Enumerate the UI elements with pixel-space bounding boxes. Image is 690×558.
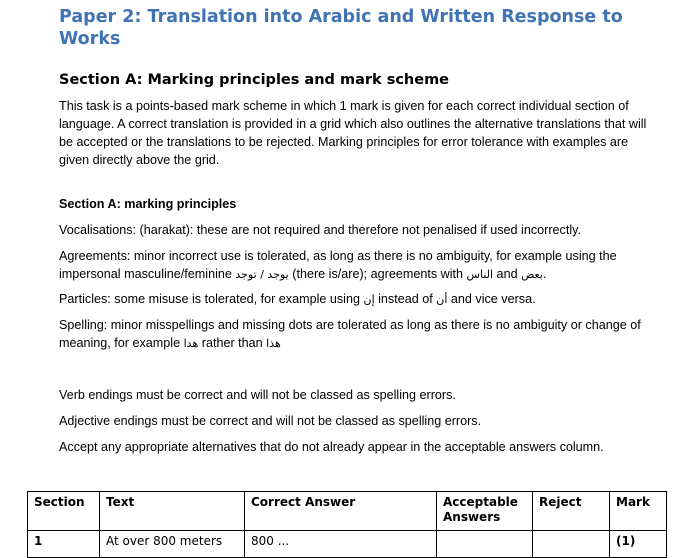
page-title: Paper 2: Translation into Arabic and Written Response to Works	[59, 7, 623, 49]
agreements-text-2: (there is/are); agreements with	[288, 267, 467, 281]
header-acceptable-answers: Acceptable Answers	[437, 492, 533, 531]
arabic-bad: بعض	[521, 268, 543, 281]
particles-paragraph	[59, 290, 649, 309]
arabic-hatha: هذا	[266, 337, 281, 350]
header-text: Text	[100, 492, 245, 531]
spelling-paragraph	[59, 316, 649, 353]
verb-endings-paragraph: Verb endings must be correct and will not be classed as spelling errors.	[59, 388, 456, 402]
header-correct-answer: Correct Answer	[245, 492, 437, 531]
particles-end: and vice versa.	[447, 292, 536, 306]
vocalisations-paragraph: Vocalisations: (harakat): these are not required and therefore not penalised if used incorrectly.	[59, 223, 582, 237]
cell-section: 1	[28, 531, 100, 558]
arabic-hada: هدا	[183, 337, 199, 350]
adjective-endings-paragraph: Adjective endings must be correct and will not be classed as spelling errors.	[59, 414, 482, 428]
header-section: Section	[28, 492, 100, 531]
particles-text-1: Particles: some misuse is tolerated, for example using	[59, 292, 364, 306]
arabic-yujad: يوجد / توجد	[235, 268, 289, 281]
principles-heading: Section A: marking principles	[59, 197, 237, 211]
particles-text-2: instead of	[374, 292, 437, 306]
spelling-text-1: Spelling: minor misspellings and missing dots are tolerated as long as there is no ambiguity or change of meaning, for example	[59, 318, 641, 350]
cell-mark: (1)	[610, 531, 667, 558]
arabic-anna: أن	[436, 293, 448, 306]
spelling-text-2: rather than	[198, 336, 267, 350]
header-reject: Reject	[533, 492, 610, 531]
agreements-end: .	[542, 267, 547, 281]
cell-text: At over 800 meters	[100, 531, 245, 558]
mark-scheme-table	[27, 491, 667, 558]
alternatives-paragraph: Accept any appropriate alternatives that do not already appear in the acceptable answers column.	[59, 440, 604, 454]
cell-correct-answer: 800 ...	[245, 531, 437, 558]
cell-acceptable	[437, 531, 533, 558]
cell-reject	[533, 531, 610, 558]
arabic-inna: إن	[363, 293, 375, 306]
section-heading: Section A: Marking principles and mark scheme	[59, 72, 450, 88]
table-header-row	[28, 492, 667, 531]
intro-paragraph: This task is a points-based mark scheme in which 1 mark is given for each correct individual section of language. A correct translation is provided in a grid which also outlines the alternative translations that will be accepted or the translations to be rejected. Marking principles for error tolerance with examples are given directly above the grid.	[59, 99, 647, 167]
agreements-and: and	[493, 267, 522, 281]
agreements-text-1: Agreements: minor incorrect use is tolerated, as long as there is no ambiguity, for example using the impersonal masculine/feminine	[59, 249, 617, 281]
table-row	[28, 531, 667, 558]
arabic-nas: الناس	[466, 268, 494, 281]
header-mark: Mark	[610, 492, 667, 531]
agreements-paragraph	[59, 247, 649, 284]
